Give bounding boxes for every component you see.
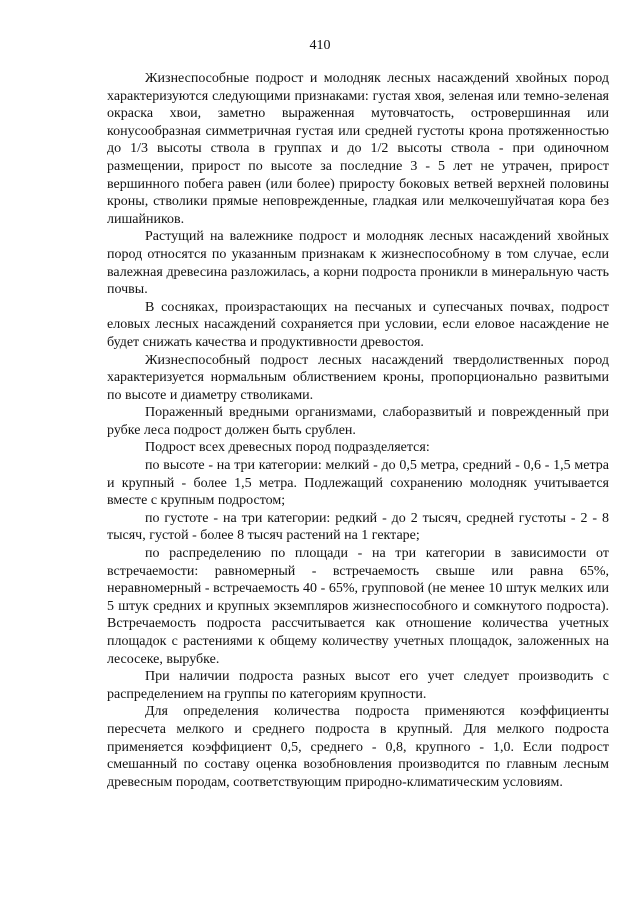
paragraph-classification-intro: Подрост всех древесных пород подразделяется:: [145, 440, 430, 456]
paragraph-height-groups: При наличии подроста разных высот его учет следует производить с распределением на группы по категориям крупности.: [107, 669, 609, 702]
document-body: [107, 70, 609, 791]
paragraph-deadwood-undergrowth: Растущий на валежнике подрост и молодняк лесных насаждений хвойных пород относятся по указанным признакам к жизнеспособному в том случае, если валежная древесина разложилась, а корни подроста проникли в минеральную часть почвы.: [107, 229, 609, 298]
paragraph-viable-conifer-signs: Жизнеспособные подрост и молодняк лесных насаждений хвойных пород характеризуются следующими признаками: густая хвоя, зеленая или темно-зеленая окраска хвои, заметно выраженная мутовчатость, островершинная или конусообразная симметричная густая или средней густоты крона протяженностью до 1/3 высоты ствола в группах и до 1/2 высоты ствола - при одиночном размещении, прирост по высоте за последние 3 - 5 лет не утрачен, прирост вершинного побега равен (или более) приросту боковых ветвей верхней половины кроны, стволики прямые неповрежденные, гладкая или мелкочешуйчатая кора без лишайников.: [107, 71, 609, 227]
page-number: 410: [309, 38, 331, 53]
paragraph-damaged-undergrowth: Пораженный вредными организмами, слаборазвитый и поврежденный при рубке леса подрост должен быть срублен.: [107, 405, 609, 438]
paragraph-conversion-coefficients: Для определения количества подроста применяются коэффициенты пересчета мелкого и среднего подроста в крупный. Для мелкого подроста применяется коэффициент 0,5, среднего - 0,8, крупного - 1,0. Если подрост смешанный по составу оценка возобновления производится по главным лесным древесным породам, соответствующим природно-климатическим условиям.: [107, 704, 609, 790]
paragraph-hardwood-undergrowth: Жизнеспособный подрост лесных насаждений твердолиственных пород характеризуется нормальным облиствением кроны, пропорционально развитыми по высоте и диаметру стволиками.: [107, 352, 609, 403]
paragraph-by-density: по густоте - на три категории: редкий - до 2 тысяч, средней густоты - 2 - 8 тысяч, густой - более 8 тысяч растений на 1 гектаре;: [107, 510, 609, 544]
paragraph-pine-stands: В сосняках, произрастающих на песчаных и супесчаных почвах, подрост еловых лесных насаждений сохраняется при условии, если еловое насаждение не будет снижать качества и продуктивности древостоя.: [107, 299, 609, 350]
paragraph-by-distribution: по распределению по площади - на три категории в зависимости от встречаемости: равномерный - встречаемость свыше или равна 65%, неравномерный - встречаемость 40 - 65%, групповой (не менее 10 штук мелких или 5 штук средних и крупных экземпляров жизнеспособного и сомкнутого подроста). Встречаемость подроста рассчитывается как отношение количества учетных площадок с растениями к общему количеству учетных площадок, заложенных на лесосеке, вырубке.: [107, 546, 609, 667]
paragraph-by-height: по высоте - на три категории: мелкий - до 0,5 метра, средний - 0,6 - 1,5 метра и крупный - более 1,5 метра. Подлежащий сохранению молодняк учитывается вместе с крупным подростом;: [107, 458, 609, 509]
